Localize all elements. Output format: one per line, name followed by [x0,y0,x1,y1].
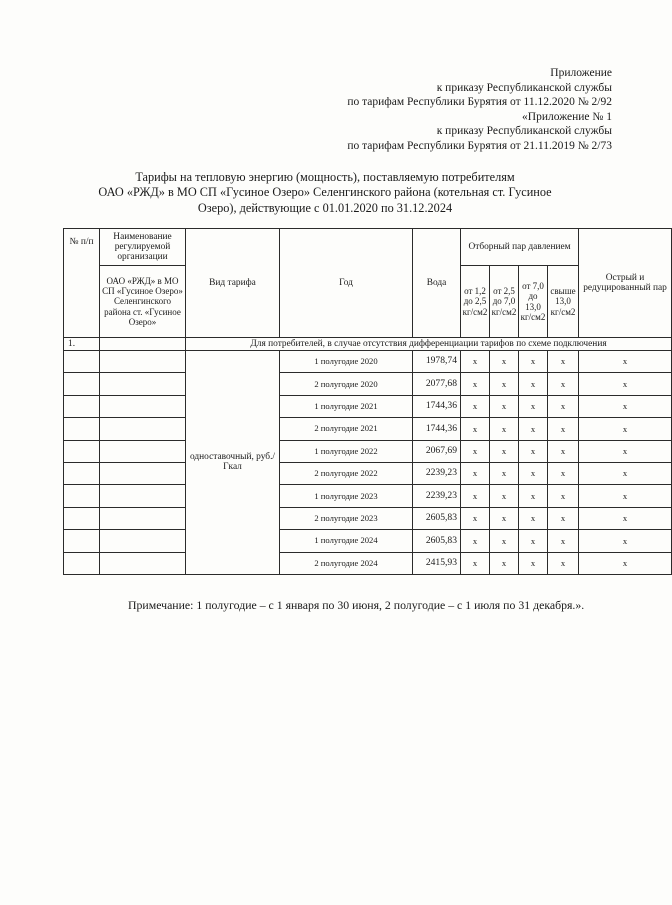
period-cell: 2 полугодие 2020 [280,373,413,395]
tariff-rows [64,351,672,575]
steam-4-value: x [548,373,579,395]
steam-1-value: x [461,552,490,574]
water-value: 2239,23 [413,485,461,507]
period-cell: 2 полугодие 2023 [280,507,413,529]
row-num [64,373,100,395]
steam-2-value: x [490,440,519,462]
steam-4-value: x [548,351,579,373]
header-row [64,229,672,266]
period-cell: 1 полугодие 2021 [280,395,413,417]
row-org [100,462,186,484]
steam-2-value: x [490,552,519,574]
period-cell: 2 полугодие 2022 [280,462,413,484]
sharp-steam-value: x [579,351,672,373]
table-row [64,373,672,395]
steam-1-value: x [461,418,490,440]
table-row [64,485,672,507]
header-line: к приказу Республиканской службы [436,81,612,94]
row-num [64,395,100,417]
steam-3-value: x [519,373,548,395]
row-org [100,395,186,417]
steam-3-value: x [519,418,548,440]
table-row [64,351,672,373]
header-steam-3: от 7,0 до 13,0 кг/см2 [519,266,548,338]
tariff-table [63,228,672,575]
header-tariff-type: Вид тарифа [186,229,280,338]
steam-3-value: x [519,552,548,574]
steam-1-value: x [461,507,490,529]
row-num [64,507,100,529]
row-num [64,530,100,552]
header-line: по тарифам Республики Бурятия от 11.12.2020 № 2/92 [347,96,612,109]
steam-4-value: x [548,418,579,440]
steam-1-value: x [461,395,490,417]
row-num [64,552,100,574]
table-row [64,552,672,574]
header-org: Наименование регулируемой организации [100,229,186,266]
header-line: к приказу Республиканской службы [436,125,612,138]
sharp-steam-value: x [579,373,672,395]
steam-2-value: x [490,530,519,552]
water-value: 2077,68 [413,373,461,395]
steam-2-value: x [490,373,519,395]
header-sharp-steam: Острый и редуцированный пар [579,229,672,338]
steam-4-value: x [548,485,579,507]
section-blank [100,338,186,351]
tariff-type-cell: одноставочный, руб./Гкал [186,351,280,575]
steam-3-value: x [519,507,548,529]
water-value: 1744,36 [413,418,461,440]
row-num [64,440,100,462]
header-steam-2: от 2,5 до 7,0 кг/см2 [490,266,519,338]
period-cell: 1 полугодие 2023 [280,485,413,507]
steam-1-value: x [461,440,490,462]
steam-3-value: x [519,530,548,552]
org-name: ОАО «РЖД» в МО СП «Гусиное Озеро» Селенгинского района ст. «Гусиное Озеро» [100,266,186,338]
row-org [100,507,186,529]
water-value: 1978,74 [413,351,461,373]
steam-4-value: x [548,395,579,417]
steam-2-value: x [490,485,519,507]
header-line: Приложение [550,67,612,79]
sharp-steam-value: x [579,462,672,484]
header-steam-4: свыше 13,0 кг/см2 [548,266,579,338]
period-cell: 2 полугодие 2024 [280,552,413,574]
water-value: 2239,23 [413,462,461,484]
steam-2-value: x [490,351,519,373]
sharp-steam-value: x [579,552,672,574]
period-cell: 1 полугодие 2020 [280,351,413,373]
row-org [100,530,186,552]
steam-1-value: x [461,485,490,507]
steam-1-value: x [461,462,490,484]
sharp-steam-value: x [579,395,672,417]
title-line: Тарифы на тепловую энергию (мощность), поставляемую потребителям [135,170,515,184]
header-line: по тарифам Республики Бурятия от 21.11.2019 № 2/73 [347,139,612,152]
table-row [64,530,672,552]
steam-4-value: x [548,530,579,552]
steam-4-value: x [548,552,579,574]
water-value: 2067,69 [413,440,461,462]
row-num [64,351,100,373]
steam-3-value: x [519,462,548,484]
section-label: Для потребителей, в случае отсутствия дифференциации тарифов по схеме подключения [186,338,672,351]
period-cell: 2 полугодие 2021 [280,418,413,440]
steam-2-value: x [490,507,519,529]
steam-3-value: x [519,440,548,462]
document-header [192,66,612,154]
title-line: Озеро), действующие с 01.01.2020 по 31.12.2024 [197,200,453,215]
header-water: Вода [413,229,461,338]
steam-3-value: x [519,395,548,417]
steam-2-value: x [490,418,519,440]
steam-3-value: x [519,485,548,507]
row-num [64,418,100,440]
steam-3-value: x [519,351,548,373]
table-row [64,462,672,484]
row-org [100,418,186,440]
row-org [100,552,186,574]
steam-1-value: x [461,530,490,552]
table-row [64,440,672,462]
steam-2-value: x [490,462,519,484]
steam-4-value: x [548,462,579,484]
row-num [64,485,100,507]
water-value: 1744,36 [413,395,461,417]
steam-4-value: x [548,507,579,529]
table-row [64,418,672,440]
sharp-steam-value: x [579,418,672,440]
water-value: 2415,93 [413,552,461,574]
row-org [100,351,186,373]
row-org [100,440,186,462]
table-row [64,507,672,529]
table-row [64,395,672,417]
water-value: 2605,83 [413,530,461,552]
sharp-steam-value: x [579,530,672,552]
row-org [100,485,186,507]
footnote: Примечание: 1 полугодие – с 1 января по 30 июня, 2 полугодие – с 1 июля по 31 декабря.». [128,598,585,612]
steam-1-value: x [461,373,490,395]
section-num: 1. [64,338,100,351]
period-cell: 1 полугодие 2024 [280,530,413,552]
row-org [100,373,186,395]
water-value: 2605,83 [413,507,461,529]
sharp-steam-value: x [579,507,672,529]
steam-1-value: x [461,351,490,373]
header-year: Год [280,229,413,338]
row-num [64,462,100,484]
period-cell: 1 полугодие 2022 [280,440,413,462]
sharp-steam-value: x [579,485,672,507]
steam-4-value: x [548,440,579,462]
steam-2-value: x [490,395,519,417]
section-row [64,338,672,351]
title-line: ОАО «РЖД» в МО СП «Гусиное Озеро» Селенгинского района (котельная ст. Гусиное [98,185,552,200]
sharp-steam-value: x [579,440,672,462]
header-steam-group: Отборный пар давлением [461,229,579,266]
header-num: № п/п [64,229,100,338]
header-line: «Приложение № 1 [522,110,612,123]
document-title [90,170,560,216]
header-steam-1: от 1,2 до 2,5 кг/см2 [461,266,490,338]
